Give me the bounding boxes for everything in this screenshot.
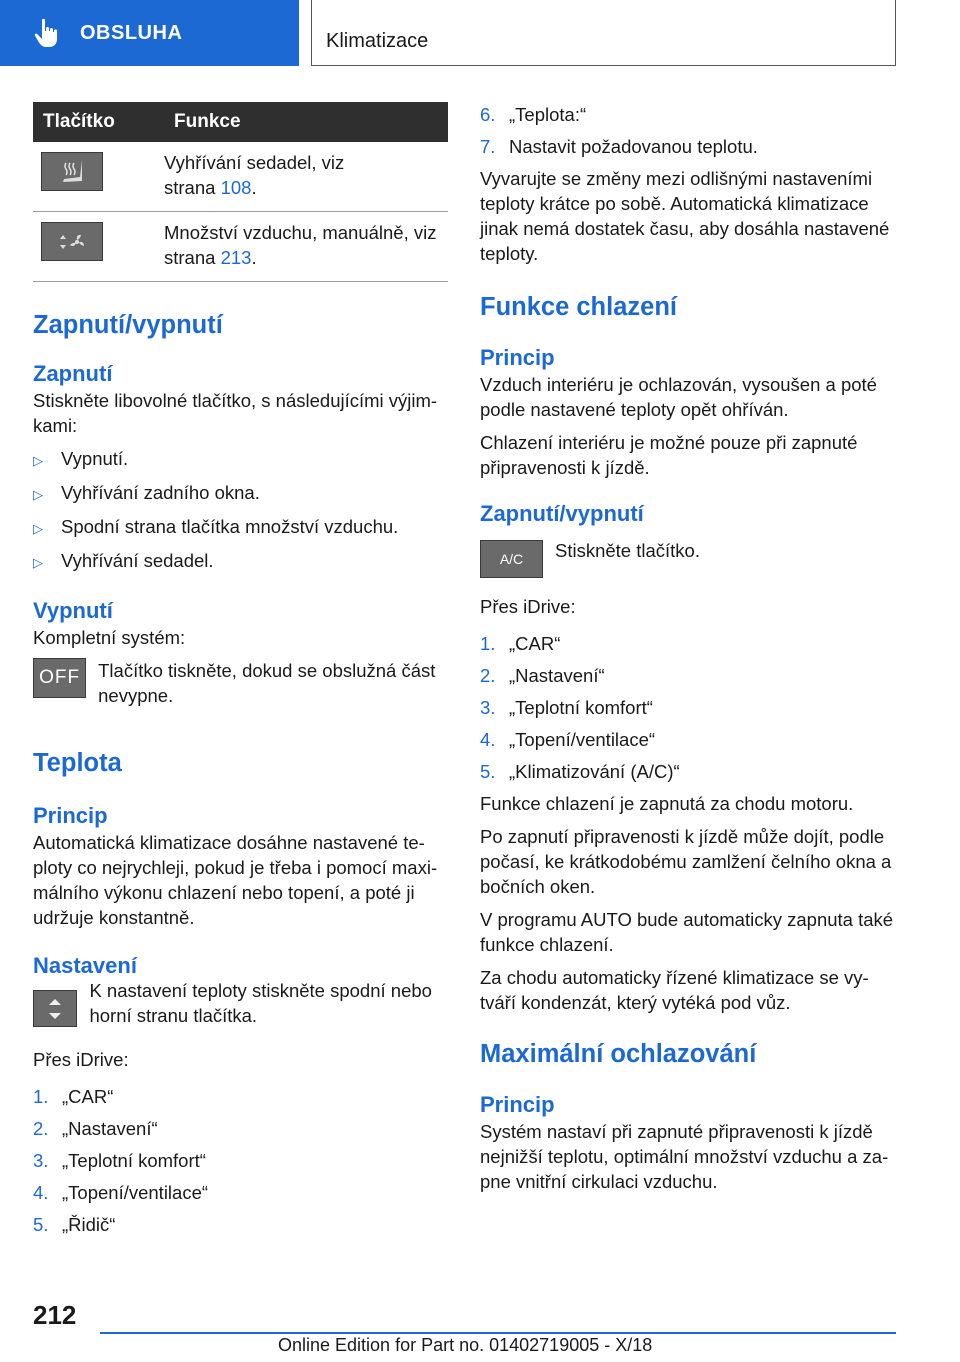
list-item [480,695,900,720]
heading-on-off: Zapnutí/vypnutí [480,501,644,526]
heading-principle: Princip [480,1092,555,1117]
heading-off: Vypnutí [33,598,113,623]
list-item-text: Vyhřívání sedadel. [61,550,214,571]
table-cell-text: strana [164,247,221,268]
off-button-image: OFF [33,658,86,698]
step-number: 1. [33,1086,49,1107]
temp-note: Vyvarujte se změny mezi odlišnými nastaveními teploty krátce po sobě. Automatická klimatizace jinak nemá dostatek času, aby dosáhla nastavené teploty. [480,168,890,264]
table-cell-text: Vyhřívání sedadel, viz [164,152,345,173]
step-number: 3. [33,1150,49,1171]
off-button-text: Tlačítko tiskněte, dokud se obslužná část nevypne. [98,660,436,706]
chapter-title: Klimatizace [326,30,429,52]
list-item [33,1180,448,1205]
auto-program-text: V programu AUTO bude automaticky zapnuta také funkce chlazení. [480,909,894,955]
footer-edition [278,1335,652,1356]
triangle-bullet-icon: ▷ [33,487,43,502]
list-item [33,1148,448,1173]
step-number: 4. [480,729,496,750]
list-item [480,102,900,127]
punct: . [251,247,257,268]
footer-edition-text: Online Edition for Part no. 01402719005 - X/18 [278,1335,653,1355]
step-number: 4. [33,1182,49,1203]
idrive-label: Přes iDrive: [33,1049,129,1070]
step-text: „Klimatizování (A/C)“ [509,761,680,782]
step-number: 2. [480,665,496,686]
page-link[interactable]: 213 [220,247,252,268]
chapter-header [311,0,896,66]
temp-button-row [33,980,448,1028]
page-link[interactable]: 108 [220,177,252,198]
punct: . [251,177,257,198]
step-number: 7. [480,136,496,157]
step-number: 3. [480,697,496,718]
heading-principle: Princip [480,345,555,370]
step-text: „Teplotní komfort“ [62,1150,206,1171]
table-cell-text: Množství vzduchu, manuálně, viz [164,222,437,243]
list-item [480,134,900,159]
hand-pointer-icon [34,18,64,48]
page-number: 212 [33,1300,77,1330]
step-text: „Nastavení“ [62,1118,158,1139]
table-header-row [33,102,448,142]
list-item-text: Vyhřívání zadního okna. [61,482,260,503]
list-item [33,1084,448,1109]
list-item [33,480,448,507]
heading-temperature: Teplota [33,749,122,777]
idrive-label: Přes iDrive: [480,596,576,617]
step-text: „Nastavení“ [509,665,605,686]
step-text: „Teplota:“ [509,104,587,125]
cooling-text-1: Vzduch interiéru je ochlazován, vysoušen a poté podle nastavené teploty opět ohříván. [480,374,877,420]
section-tab [0,0,299,66]
list-item [33,1116,448,1141]
list-item [480,759,900,784]
off-button-row [33,658,448,708]
section-label: OBSLUHA [80,21,183,44]
step-number: 6. [480,104,496,125]
temp-principle-text: Automatická klimatizace dosáhne nastavené te-ploty co nejrychleji, pokud je třeba i pomocí maxi-málního výkonu chlazení nebo topení, a poté ji udržuje konstantně. [33,832,438,928]
step-number: 2. [33,1118,49,1139]
list-item [33,514,448,541]
step-text: „Topení/ventilace“ [509,729,656,750]
cooling-text-2: Chlazení interiéru je možné pouze při zapnuté připravenosti k jízdě. [480,432,858,478]
max-cooling-text: Systém nastaví při zapnuté připravenosti k jízdě nejnižší teplotu, optimální množství vzduchu a za-pne vnitřní cirkulaci vzduchu. [480,1121,889,1192]
air-amount-icon [41,222,103,261]
step-text: „Řidič“ [62,1214,116,1235]
triangle-bullet-icon: ▷ [33,521,43,536]
list-item-text: Vypnutí. [61,448,129,469]
setting-text: K nastavení teploty stiskněte spodní nebo horní stranu tlačítka. [89,980,432,1026]
fogging-text: Po zapnutí připravenosti k jízdě může dojít, podle počasí, ke krátkodobému zamlžení čelního okna a bočních oken. [480,826,892,897]
step-text: „Teplotní komfort“ [509,697,653,718]
step-text: „Topení/ventilace“ [62,1182,209,1203]
seat-heating-icon [41,152,103,191]
step-text: Nastavit požadovanou teplotu. [509,136,758,157]
step-text: „CAR“ [62,1086,114,1107]
idrive-steps-continued [480,102,900,159]
list-item [480,631,900,656]
triangle-bullet-icon: ▷ [33,453,43,468]
table-header-function: Funkce [164,102,448,142]
list-item-text: Spodní strana tlačítka množství vzduchu. [61,516,399,537]
heading-on-off: Zapnutí/vypnutí [33,311,223,339]
table-row [33,142,448,212]
idrive-steps-left [33,1084,448,1237]
button-function-table [33,102,448,282]
list-item [480,663,900,688]
heading-max-cooling: Maximální ochlazování [480,1040,757,1068]
up-down-arrows-icon [33,990,77,1027]
list-item [33,446,448,473]
heading-on: Zapnutí [33,361,113,386]
ac-button-text: Stiskněte tlačítko. [555,540,700,561]
triangle-bullet-icon: ▷ [33,555,43,570]
step-number: 1. [480,633,496,654]
table-row [33,212,448,282]
cooling-engine-text: Funkce chlazení je zapnutá za chodu motoru. [480,793,854,814]
left-column [33,102,448,1244]
on-exceptions-list [33,446,448,575]
heading-cooling: Funkce chlazení [480,293,677,321]
ac-button-row [480,540,900,578]
on-text: Stiskněte libovolné tlačítko, s následujícími výjim-kami: [33,390,438,436]
step-text: „CAR“ [509,633,561,654]
step-number: 5. [33,1214,49,1235]
off-text: Kompletní systém: [33,627,186,648]
table-cell-text: strana [164,177,221,198]
idrive-steps-right [480,631,900,784]
list-item [33,1212,448,1237]
table-header-button: Tlačítko [33,102,164,142]
heading-setting: Nastavení [33,953,137,978]
condensate-text: Za chodu automaticky řízené klimatizace se vy-tváří kondenzát, který vytéká pod vůz. [480,967,869,1013]
step-number: 5. [480,761,496,782]
right-column [480,102,900,1202]
list-item [33,548,448,575]
footer-divider [100,1332,896,1334]
heading-principle: Princip [33,803,108,828]
ac-button-image: A/C [480,540,543,578]
list-item [480,727,900,752]
